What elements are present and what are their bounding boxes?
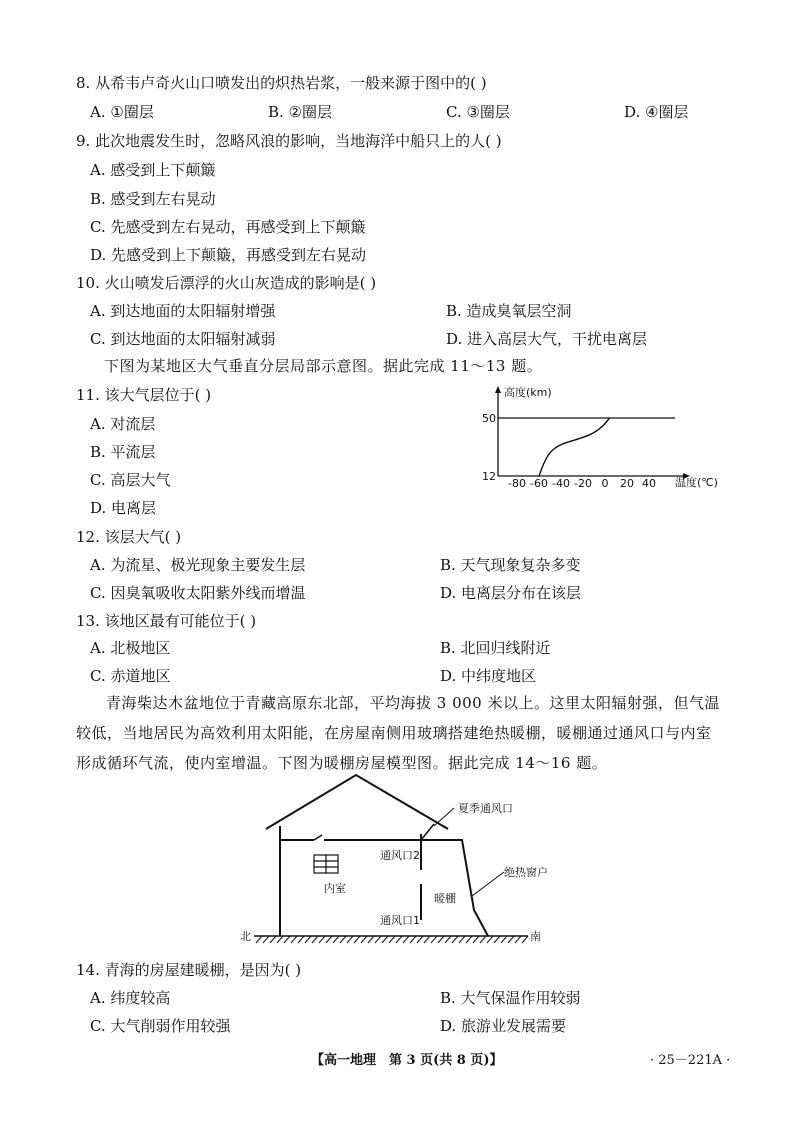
q9-option-c: C. 先感受到左右晃动，再感受到上下颠簸 [90,218,366,236]
q10-option-d: D. 进入高层大气，干扰电离层 [446,330,648,348]
x-axis-label: 温度(℃) [675,476,718,489]
q10-stem: 10. 火山喷发后漂浮的火山灰造成的影响是( ) [76,274,377,292]
q13-option-a: A. 北极地区 [90,639,171,657]
x-tick-label: -80 [508,477,526,490]
page-footer: 【高一地理 第 3 页(共 8 页)】 [311,1053,503,1068]
q10-option-b: B. 造成臭氧层空洞 [446,302,572,320]
q12-option-a: A. 为流星、极光现象主要发生层 [90,556,306,574]
summer-vent-label: 夏季通风口 [458,802,513,815]
q11-option-a: A. 对流层 [90,415,156,433]
window-label: 绝热窗户 [504,866,548,879]
q12-option-c: C. 因臭氧吸收太阳紫外线而增温 [90,584,306,602]
q11-stem: 11. 该大气层位于( ) [76,386,212,404]
page-code: · 25－221A · [650,1053,731,1068]
inner-room-label: 内室 [324,882,346,895]
q13-option-b: B. 北回归线附近 [440,639,551,657]
window-leader [472,872,504,896]
x-tick-label: -60 [530,477,548,490]
q14-option-d: D. 旅游业发展需要 [440,1017,567,1035]
temperature-curve [539,418,609,476]
vent1-label: 通风口1 [380,914,420,927]
q12-option-d: D. 电离层分布在该层 [440,584,582,602]
north-label: 北 [240,930,251,943]
q12-option-b: B. 天气现象复杂多变 [440,556,581,574]
q14-option-c: C. 大气削弱作用较强 [90,1017,231,1035]
x-tick-label: 20 [620,477,634,490]
q13-option-c: C. 赤道地区 [90,667,171,685]
q9-option-d: D. 先感受到上下颠簸，再感受到左右晃动 [90,246,367,264]
q8-stem: 8. 从希韦卢奇火山口喷发出的炽热岩浆，一般来源于图中的( ) [76,74,487,92]
q13-stem: 13. 该地区最有可能位于( ) [76,612,257,630]
q8-option-a: A. ①圈层 [90,103,154,121]
x-tick-label: 0 [601,477,609,490]
x-tick-label: -40 [552,477,570,490]
greenhouse-roof-wall [432,840,488,936]
greenhouse-house-diagram [236,772,556,947]
q10-option-c: C. 到达地面的太阳辐射减弱 [90,330,276,348]
q8-option-b: B. ②圈层 [268,103,333,121]
q13-option-d: D. 中纬度地区 [440,667,537,685]
greenhouse-top-link [421,824,434,840]
y-axis-label: 高度(km) [504,386,552,399]
summer-vent-leader [434,808,454,826]
q10-option-a: A. 到达地面的太阳辐射增强 [90,302,276,320]
x-tick-label: -20 [574,477,592,490]
intro-11-13: 下图为某地区大气垂直分层局部示意图。据此完成 11～13 题。 [104,357,543,375]
ceiling-vent [314,835,322,840]
y-tick-label: 12 [482,470,496,483]
y-tick-label: 50 [482,412,496,425]
q9-option-a: A. 感受到上下颠簸 [90,161,216,179]
q12-stem: 12. 该层大气( ) [76,528,182,546]
q8-option-c: C. ③圈层 [446,103,510,121]
passage-14-16: 青海柴达木盆地位于青藏高原东北部，平均海拔 3 000 米以上。这里太阳辐射强，但气温较低，当地居民为高效利用太阳能，在房屋南侧用玻璃搭建绝热暖棚，暖棚通过通风口与内室形成循环气流，使内室增温。下图为暖棚房屋模型图。据此完成 14～16 题。 [76,694,720,772]
q9-option-b: B. 感受到左右晃动 [90,190,216,208]
ground-hatching [256,936,528,943]
q11-option-b: B. 平流层 [90,443,156,461]
x-tick-label: 40 [642,477,656,490]
vent2-label: 通风口2 [380,849,420,862]
atmosphere-temperature-chart [470,380,735,492]
south-label: 南 [530,930,541,943]
greenhouse-label: 暖棚 [434,892,456,905]
q14-stem: 14. 青海的房屋建暖棚，是因为( ) [76,961,302,979]
window-icon [314,855,338,873]
q11-option-c: C. 高层大气 [90,471,171,489]
q14-option-a: A. 纬度较高 [90,989,171,1007]
q11-option-d: D. 电离层 [90,499,157,517]
y-axis-arrow [495,386,501,393]
q9-stem: 9. 此次地震发生时，忽略风浪的影响，当地海洋中船只上的人( ) [76,132,502,150]
q8-option-d: D. ④圈层 [624,103,689,121]
roof [266,775,448,829]
q14-option-b: B. 大气保温作用较弱 [440,989,581,1007]
